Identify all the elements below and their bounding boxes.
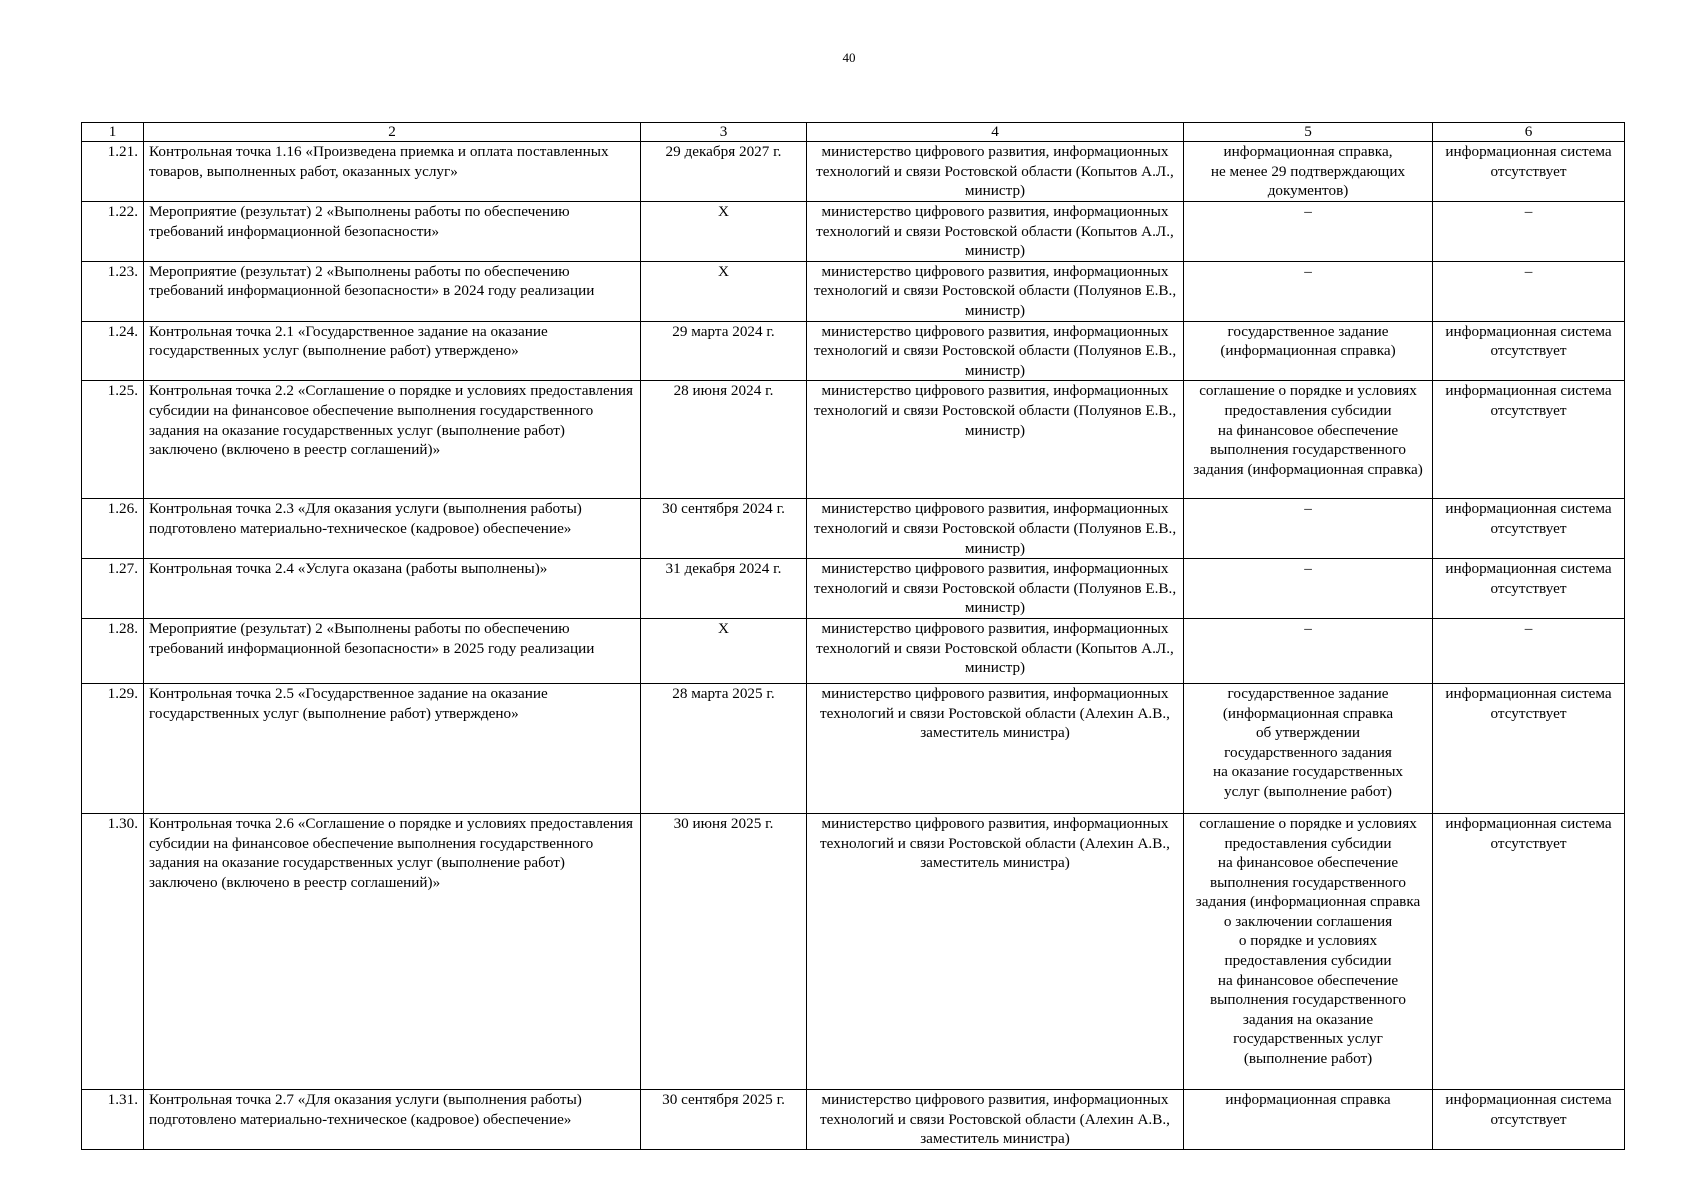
table-row: [82, 321, 1625, 381]
row-name-cell: Мероприятие (результат) 2 «Выполнены работы по обеспечению требований информационной безопасности» в 2025 году реализации: [144, 618, 641, 683]
row-responsible-cell: министерство цифрового развития, информационных технологий и связи Ростовской области (Алехин А.В., заместитель министра): [807, 1089, 1184, 1149]
row-name-cell: Контрольная точка 2.3 «Для оказания услуги (выполнения работы) подготовлено материально-техническое (кадровое) обеспечение»: [144, 499, 641, 559]
row-responsible-cell: министерство цифрового развития, информационных технологий и связи Ростовской области (Копытов А.Л., министр): [807, 142, 1184, 202]
row-name-cell: Контрольная точка 2.5 «Государственное задание на оказание государственных услуг (выполнение работ) утверждено»: [144, 683, 641, 813]
row-document-cell: –: [1184, 618, 1433, 683]
row-responsible-cell: министерство цифрового развития, информационных технологий и связи Ростовской области (Полуянов Е.В., министр): [807, 261, 1184, 321]
column-header-3: 3: [641, 123, 807, 142]
row-system-cell: информационная система отсутствует: [1433, 142, 1625, 202]
table-row: [82, 202, 1625, 262]
row-responsible-cell: министерство цифрового развития, информационных технологий и связи Ростовской области (Копытов А.Л., министр): [807, 202, 1184, 262]
table-row: [82, 499, 1625, 559]
row-date-cell: Х: [641, 618, 807, 683]
row-number-cell: 1.29.: [82, 683, 144, 813]
row-system-cell: информационная система отсутствует: [1433, 499, 1625, 559]
row-document-cell: –: [1184, 202, 1433, 262]
column-header-5: 5: [1184, 123, 1433, 142]
row-name-cell: Контрольная точка 2.6 «Соглашение о порядке и условиях предоставления субсидии на финансовое обеспечение выполнения государственного задания на оказание государственных услуг (выполнение работ) заключено (включено в реестр соглашений)»: [144, 813, 641, 1089]
row-date-cell: Х: [641, 261, 807, 321]
row-system-cell: информационная система отсутствует: [1433, 559, 1625, 619]
row-responsible-cell: министерство цифрового развития, информационных технологий и связи Ростовской области (Полуянов Е.В., министр): [807, 321, 1184, 381]
page-number: 40: [842, 50, 856, 65]
row-responsible-cell: министерство цифрового развития, информационных технологий и связи Ростовской области (Копытов А.Л., министр): [807, 618, 1184, 683]
column-header-2: 2: [144, 123, 641, 142]
table-row: [82, 813, 1625, 1089]
row-name-cell: Мероприятие (результат) 2 «Выполнены работы по обеспечению требований информационной безопасности»: [144, 202, 641, 262]
row-name-cell: Контрольная точка 1.16 «Произведена приемка и оплата поставленных товаров, выполненных работ, оказанных услуг»: [144, 142, 641, 202]
row-system-cell: информационная система отсутствует: [1433, 813, 1625, 1089]
row-date-cell: 28 марта 2025 г.: [641, 683, 807, 813]
row-number-cell: 1.25.: [82, 381, 144, 499]
row-system-cell: –: [1433, 261, 1625, 321]
row-document-cell: информационная справка, не менее 29 подтверждающих документов): [1184, 142, 1433, 202]
row-responsible-cell: министерство цифрового развития, информационных технологий и связи Ростовской области (Алехин А.В., заместитель министра): [807, 813, 1184, 1089]
row-date-cell: 29 декабря 2027 г.: [641, 142, 807, 202]
row-system-cell: информационная система отсутствует: [1433, 1089, 1625, 1149]
table-header-row: [82, 123, 1625, 142]
row-date-cell: 28 июня 2024 г.: [641, 381, 807, 499]
row-system-cell: –: [1433, 202, 1625, 262]
row-number-cell: 1.27.: [82, 559, 144, 619]
row-number-cell: 1.23.: [82, 261, 144, 321]
row-name-cell: Контрольная точка 2.1 «Государственное задание на оказание государственных услуг (выполнение работ) утверждено»: [144, 321, 641, 381]
row-document-cell: соглашение о порядке и условиях предоставления субсидии на финансовое обеспечение выполнения государственного задания (информационная справка): [1184, 381, 1433, 499]
table-row: [82, 618, 1625, 683]
row-number-cell: 1.30.: [82, 813, 144, 1089]
table-row: [82, 142, 1625, 202]
column-header-1: 1: [82, 123, 144, 142]
row-responsible-cell: министерство цифрового развития, информационных технологий и связи Ростовской области (Полуянов Е.В., министр): [807, 381, 1184, 499]
row-date-cell: 30 июня 2025 г.: [641, 813, 807, 1089]
table-row: [82, 559, 1625, 619]
row-number-cell: 1.26.: [82, 499, 144, 559]
row-document-cell: –: [1184, 559, 1433, 619]
control-points-table: [81, 122, 1625, 1150]
row-date-cell: 29 марта 2024 г.: [641, 321, 807, 381]
row-system-cell: информационная система отсутствует: [1433, 683, 1625, 813]
row-date-cell: Х: [641, 202, 807, 262]
column-header-4: 4: [807, 123, 1184, 142]
row-name-cell: Контрольная точка 2.4 «Услуга оказана (работы выполнены)»: [144, 559, 641, 619]
row-system-cell: информационная система отсутствует: [1433, 381, 1625, 499]
row-date-cell: 30 сентября 2025 г.: [641, 1089, 807, 1149]
table-row: [82, 1089, 1625, 1149]
row-responsible-cell: министерство цифрового развития, информационных технологий и связи Ростовской области (Полуянов Е.В., министр): [807, 559, 1184, 619]
row-document-cell: государственное задание (информационная справка): [1184, 321, 1433, 381]
column-header-6: 6: [1433, 123, 1625, 142]
table-row: [82, 683, 1625, 813]
row-number-cell: 1.22.: [82, 202, 144, 262]
row-document-cell: соглашение о порядке и условиях предоставления субсидии на финансовое обеспечение выполнения государственного задания (информационная справка о заключении соглашения о порядке и условиях предоставления субсидии на финансовое обеспечение выполнения государственного задания на оказание государственных услуг (выполнение работ): [1184, 813, 1433, 1089]
row-number-cell: 1.31.: [82, 1089, 144, 1149]
row-document-cell: государственное задание (информационная справка об утверждении государственного задания на оказание государственных услуг (выполнение работ): [1184, 683, 1433, 813]
row-number-cell: 1.28.: [82, 618, 144, 683]
row-number-cell: 1.24.: [82, 321, 144, 381]
row-system-cell: информационная система отсутствует: [1433, 321, 1625, 381]
row-name-cell: Контрольная точка 2.7 «Для оказания услуги (выполнения работы) подготовлено материально-техническое (кадровое) обеспечение»: [144, 1089, 641, 1149]
row-date-cell: 31 декабря 2024 г.: [641, 559, 807, 619]
table-row: [82, 261, 1625, 321]
row-name-cell: Мероприятие (результат) 2 «Выполнены работы по обеспечению требований информационной безопасности» в 2024 году реализации: [144, 261, 641, 321]
table-body: [82, 142, 1625, 1150]
row-number-cell: 1.21.: [82, 142, 144, 202]
row-document-cell: информационная справка: [1184, 1089, 1433, 1149]
row-name-cell: Контрольная точка 2.2 «Соглашение о порядке и условиях предоставления субсидии на финансовое обеспечение выполнения государственного задания на оказание государственных услуг (выполнение работ) заключено (включено в реестр соглашений)»: [144, 381, 641, 499]
row-document-cell: –: [1184, 499, 1433, 559]
row-responsible-cell: министерство цифрового развития, информационных технологий и связи Ростовской области (Алехин А.В., заместитель министра): [807, 683, 1184, 813]
row-document-cell: –: [1184, 261, 1433, 321]
row-responsible-cell: министерство цифрового развития, информационных технологий и связи Ростовской области (Полуянов Е.В., министр): [807, 499, 1184, 559]
row-system-cell: –: [1433, 618, 1625, 683]
table-row: [82, 381, 1625, 499]
row-date-cell: 30 сентября 2024 г.: [641, 499, 807, 559]
